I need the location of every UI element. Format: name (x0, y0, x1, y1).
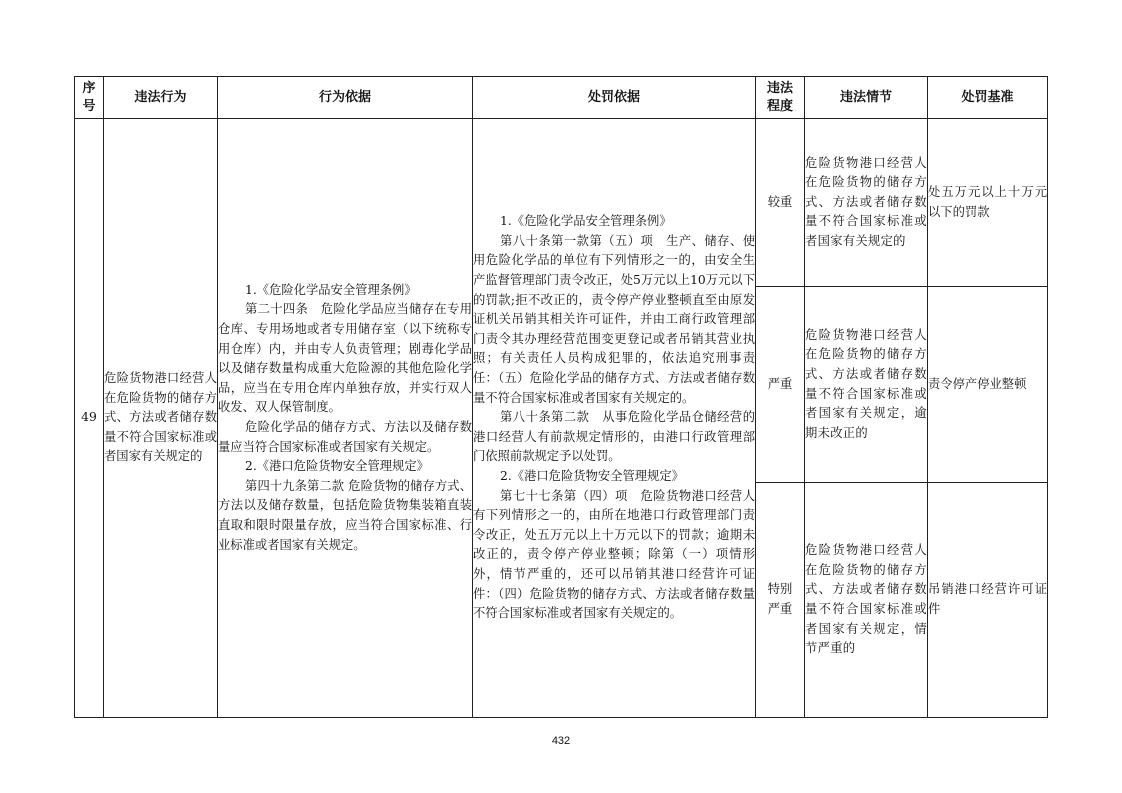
header-degree: 违法程度 (756, 77, 805, 119)
circumstance-3: 危险货物港口经营人在危险货物的储存方式、方法或者储存数量不符合国家标准或者国家有关规定，情节严重的 (805, 483, 928, 718)
basis-paragraph: 第二十四条 危险化学品应当储存在专用仓库、专用场地或者专用储存室（以下统称专用仓库）内，并由专人负责管理；剧毒化学品以及储存数量构成重大危险源的其他危险化学品，应当在专用仓库内单独存放，并实行双人收发、双人保管制度。 (218, 302, 472, 415)
penalty-heading: 1.《危险化学品安全管理条例》 (500, 214, 672, 229)
standard-2: 责令停产停业整顿 (928, 287, 1048, 483)
degree-1: 较重 (756, 119, 805, 287)
degree-2: 严重 (756, 287, 805, 483)
standard-1: 处五万元以上十万元以下的罚款 (928, 119, 1048, 287)
row-penalty-basis (473, 119, 756, 718)
degree-3: 特别严重 (756, 483, 805, 718)
penalty-basis-text (473, 212, 755, 623)
basis-text (218, 281, 472, 555)
penalty-heading: 2.《港口危险货物安全管理规定》 (500, 468, 684, 483)
header-standard: 处罚基准 (928, 77, 1048, 119)
penalty-paragraph: 第八十条第二款 从事危险化学品仓储经营的港口经营人有前款规定情形的，由港口行政管理部门依照前款规定予以处罚。 (473, 410, 755, 464)
basis-paragraph: 危险化学品的储存方式、方法以及储存数量应当符合国家标准或者国家有关规定。 (218, 420, 472, 454)
basis-heading: 2.《港口危险货物安全管理规定》 (245, 459, 429, 474)
basis-paragraph: 第四十九条第二款 危险货物的储存方式、方法以及储存数量，包括危险货物集装箱直装直取和限时限量存放，应当符合国家标准、行业标准或者国家有关规定。 (218, 478, 472, 552)
row-seq: 49 (75, 119, 104, 718)
header-basis: 行为依据 (218, 77, 473, 119)
row-behavior: 危险货物港口经营人在危险货物的储存方式、方法或者储存数量不符合国家标准或者国家有关规定的 (104, 119, 218, 718)
penalty-paragraph: 第八十条第一款第（五）项 生产、储存、使用危险化学品的单位有下列情形之一的，由安全生产监督管理部门责令改正，处5万元以上10万元以下的罚款;拒不改正的，责令停产停业整顿直至由原发证机关吊销其相关许可证件，并由工商行政管理部门责令其办理经营范围变更登记或者吊销其营业执照；有关责任人员构成犯罪的，依法追究刑事责任：（五）危险化学品的储存方式、方法或者储存数量不符合国家标准或者国家有关规定的。 (473, 233, 755, 405)
page-number: 432 (551, 735, 571, 747)
header-seq: 序号 (75, 77, 104, 119)
header-behavior: 违法行为 (104, 77, 218, 119)
level-row-1 (75, 119, 1048, 287)
standard-3: 吊销港口经营许可证件 (928, 483, 1048, 718)
circumstance-1: 危险货物港口经营人在危险货物的储存方式、方法或者储存数量不符合国家标准或者国家有关规定的 (805, 119, 928, 287)
penalty-paragraph: 第七十七条第（四）项 危险货物港口经营人有下列情形之一的，由所在地港口行政管理部门责令改正，处五万元以上十万元以下的罚款；逾期未改正的，责令停产停业整顿；除第（一）项情形外，情节严重的，还可以吊销其港口经营许可证件：（四）危险货物的储存方式、方法或者储存数量不符合国家标准或者国家有关规定的。 (473, 488, 755, 621)
basis-heading: 1.《危险化学品安全管理条例》 (245, 282, 417, 297)
row-basis (218, 119, 473, 718)
header-penalty-basis: 处罚依据 (473, 77, 756, 119)
header-circumstance: 违法情节 (805, 77, 928, 119)
penalty-table (74, 76, 1048, 718)
header-row (75, 77, 1048, 119)
circumstance-2: 危险货物港口经营人在危险货物的储存方式、方法或者储存数量不符合国家标准或者国家有关规定，逾期未改正的 (805, 287, 928, 483)
